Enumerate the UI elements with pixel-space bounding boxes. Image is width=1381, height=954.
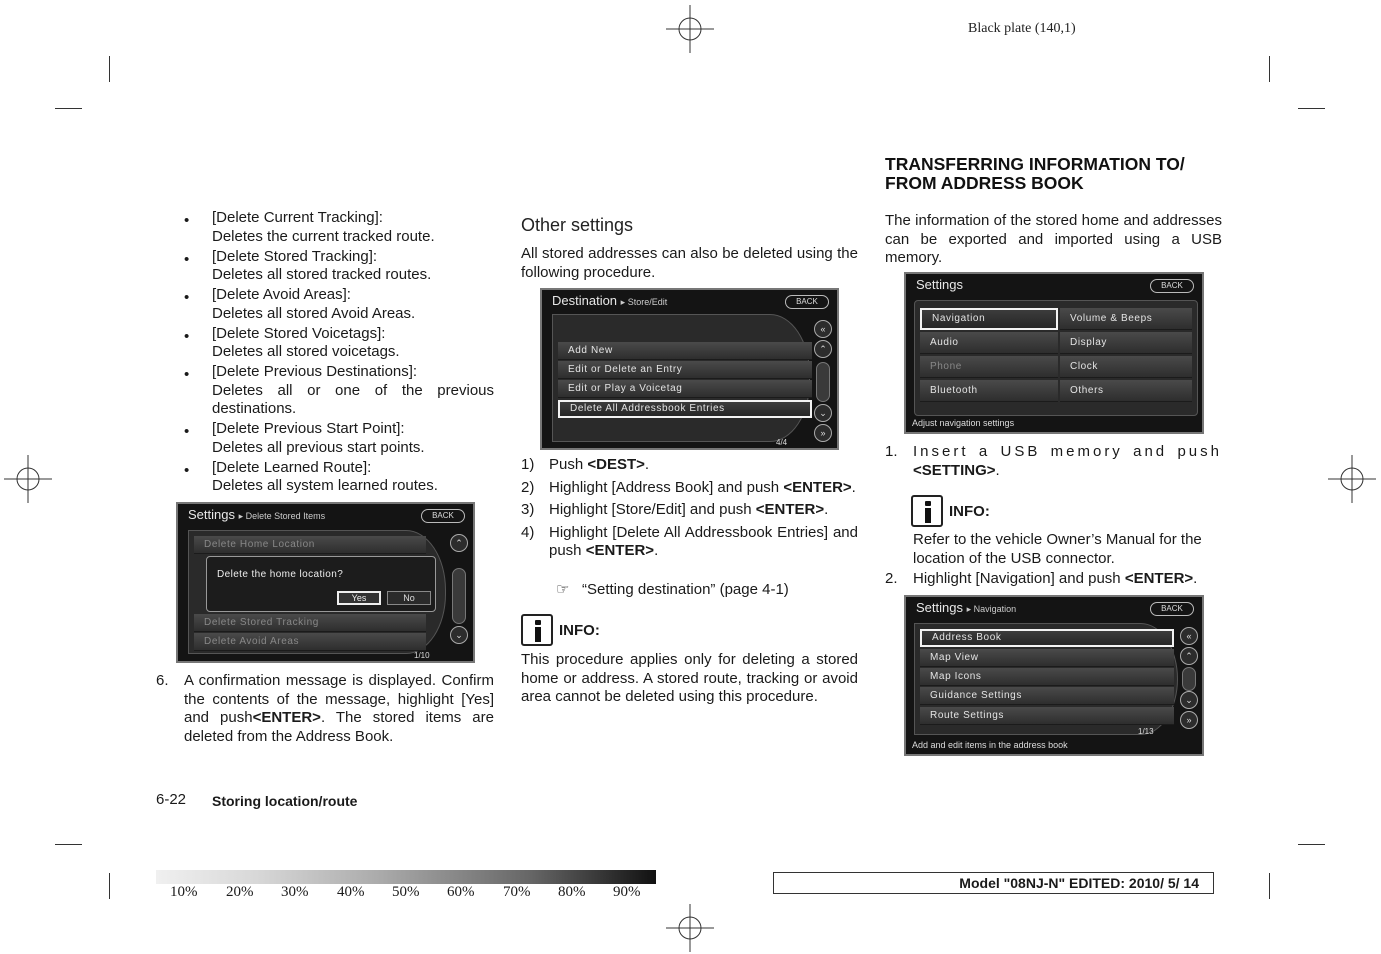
bullet-icon: • xyxy=(184,289,190,306)
crop-mark xyxy=(55,844,82,845)
list-item xyxy=(180,209,494,246)
scale-label: 70% xyxy=(503,884,531,900)
scrollbar[interactable] xyxy=(452,568,466,624)
info-label: INFO: xyxy=(559,621,600,639)
confirm-dialog xyxy=(206,556,436,612)
item-label: [Delete Learned Route]: xyxy=(212,458,372,476)
info-icon xyxy=(911,495,943,527)
menu-item[interactable]: Volume & Beeps xyxy=(1060,308,1192,330)
menu-item[interactable]: Delete Stored Tracking xyxy=(194,614,426,632)
item-desc: Deletes all system learned routes. xyxy=(212,477,438,494)
menu-item[interactable]: Edit or Play a Voicetag xyxy=(558,380,812,398)
crop-mark xyxy=(1298,844,1325,845)
scale-label: 50% xyxy=(392,884,420,900)
crop-mark xyxy=(55,108,82,109)
registration-mark-icon xyxy=(666,5,714,53)
menu-item[interactable]: Map View xyxy=(920,649,1174,667)
bullet-icon: • xyxy=(184,212,190,229)
section-title: Storing location/route xyxy=(212,793,358,809)
step-number: 2. xyxy=(885,570,898,587)
list-item xyxy=(180,248,494,285)
step-item: 2) Highlight [Address Book] and push <ENTER>. xyxy=(521,478,856,496)
menu-item[interactable]: Others xyxy=(1060,380,1192,402)
crop-mark xyxy=(1298,108,1325,109)
item-desc: Deletes all previous start points. xyxy=(212,438,425,456)
menu-item[interactable]: Map Icons xyxy=(920,668,1174,686)
tint-scale-bar xyxy=(156,870,656,884)
menu-item[interactable]: Phone xyxy=(920,356,1058,378)
dialog-message: Delete the home location? xyxy=(217,569,344,580)
screenshot-delete-stored-items xyxy=(176,502,475,663)
crop-mark xyxy=(109,873,110,899)
back-button[interactable]: BACK xyxy=(785,295,829,309)
item-desc: Deletes all or one of the previous destinations. xyxy=(212,381,494,417)
step-text: Highlight [Navigation] and push <ENTER>. xyxy=(913,570,1198,587)
info-text: This procedure applies only for deleting a stored home or address. A stored route, tracking or avoid area cannot be deleted using this procedure. xyxy=(521,651,858,705)
menu-item[interactable]: Display xyxy=(1060,332,1192,354)
list-item xyxy=(180,363,494,419)
step-item: 4) Highlight [Delete All Addressbook Entries] and push <ENTER>. xyxy=(521,523,858,559)
status-bar: Adjust navigation settings xyxy=(912,418,1015,428)
step-2 xyxy=(885,570,1230,589)
menu-item[interactable]: Delete Home Location xyxy=(194,536,426,554)
scale-label: 80% xyxy=(558,884,586,900)
scale-label: 40% xyxy=(337,884,365,900)
scroll-down-icon[interactable]: ⌄ xyxy=(814,404,832,422)
item-desc: Deletes all stored voicetags. xyxy=(212,343,400,360)
no-button[interactable]: No xyxy=(387,591,431,605)
bullet-icon: • xyxy=(184,366,190,383)
list-item xyxy=(180,325,494,362)
menu-item-selected[interactable]: Delete All Addressbook Entries xyxy=(558,400,812,418)
step-number: 6. xyxy=(156,672,169,689)
item-desc: Deletes all stored Avoid Areas. xyxy=(212,304,416,322)
crop-mark xyxy=(1269,56,1270,82)
reference-link[interactable]: “Setting destination” (page 4-1) xyxy=(582,581,789,598)
step-item: 3) Highlight [Store/Edit] and push <ENTER>. xyxy=(521,501,829,518)
scrollbar[interactable] xyxy=(1182,667,1196,691)
reference-hand-icon: ☞ xyxy=(556,581,570,598)
menu-item-selected[interactable]: Navigation xyxy=(920,308,1058,330)
scroll-up-icon[interactable]: ⌃ xyxy=(814,340,832,358)
menu-item[interactable]: Audio xyxy=(920,332,1058,354)
page-number: 6-22 xyxy=(156,791,187,808)
menu-item[interactable]: Route Settings xyxy=(920,707,1174,725)
model-edit-text: Model "08NJ-N" EDITED: 2010/ 5/ 14 xyxy=(959,875,1199,891)
delete-options-list xyxy=(180,209,494,497)
screen-title: Settings ▸ Delete Stored Items xyxy=(188,507,326,522)
registration-mark-icon xyxy=(1328,455,1376,503)
item-label: [Delete Avoid Areas]: xyxy=(212,286,351,303)
procedure-steps xyxy=(521,456,858,565)
page-reference xyxy=(556,581,789,600)
crop-mark xyxy=(1269,873,1270,899)
item-label: [Delete Previous Start Point]: xyxy=(212,420,405,437)
scroll-top-icon[interactable]: « xyxy=(814,320,832,338)
item-label: [Delete Previous Destinations]: xyxy=(212,363,418,380)
scale-label: 10% xyxy=(170,884,198,900)
intro-text: The information of the stored home and addresses can be exported and imported using a USB memory. xyxy=(885,212,1222,266)
item-desc: Deletes all stored tracked routes. xyxy=(212,266,432,283)
menu-item[interactable]: Delete Avoid Areas xyxy=(194,633,426,651)
screen-title: Destination ▸ Store/Edit xyxy=(552,293,668,308)
step-6 xyxy=(156,672,494,746)
scroll-up-icon[interactable]: ⌃ xyxy=(450,534,468,552)
menu-item[interactable]: Guidance Settings xyxy=(920,687,1174,705)
back-button[interactable]: BACK xyxy=(1150,279,1194,293)
item-label: [Delete Stored Voicetags]: xyxy=(212,324,386,342)
step-number: 1. xyxy=(885,443,898,460)
menu-item[interactable]: Edit or Delete an Entry xyxy=(558,361,812,379)
back-button[interactable]: BACK xyxy=(421,509,465,523)
scale-label: 90% xyxy=(613,884,641,900)
info-block xyxy=(521,614,600,646)
registration-mark-icon xyxy=(666,904,714,952)
scale-label: 60% xyxy=(447,884,475,900)
registration-mark-icon xyxy=(4,455,52,503)
scroll-down-icon[interactable]: ⌄ xyxy=(450,626,468,644)
step-1 xyxy=(885,443,1222,480)
scroll-up-icon[interactable]: ⌃ xyxy=(1180,647,1198,665)
menu-item[interactable]: Add New xyxy=(558,342,812,360)
model-edit-box xyxy=(773,872,1214,894)
info-text: Refer to the vehicle Owner’s Manual for the location of the USB connector. xyxy=(913,531,1202,567)
page-indicator: 4/4 xyxy=(776,438,788,447)
back-button[interactable]: BACK xyxy=(1150,602,1194,616)
scale-label: 30% xyxy=(281,884,309,900)
section-heading: TRANSFERRING INFORMATION TO/ FROM ADDRESS BOOK xyxy=(885,154,1185,193)
screen-title: Settings xyxy=(916,277,963,292)
scroll-top-icon[interactable]: « xyxy=(1180,627,1198,645)
step-text: A confirmation message is displayed. Confirm the contents of the message, highlight [Yes] and push<ENTER>. The stored items are deleted from the Address Book. xyxy=(184,672,494,745)
info-icon xyxy=(521,614,553,646)
page-indicator: 1/10 xyxy=(414,651,430,660)
step-text: Insert a USB memory and push <SETTING>. xyxy=(913,443,1222,479)
yes-button[interactable]: Yes xyxy=(337,591,381,605)
menu-item[interactable]: Clock xyxy=(1060,356,1192,378)
menu-item-selected[interactable]: Address Book xyxy=(920,629,1174,647)
info-label: INFO: xyxy=(949,502,990,520)
scrollbar[interactable] xyxy=(816,362,830,402)
bullet-icon: • xyxy=(184,461,190,479)
list-item xyxy=(180,286,494,323)
item-label: [Delete Stored Tracking]: xyxy=(212,247,378,265)
list-item xyxy=(180,420,494,457)
screenshot-settings-navigation xyxy=(904,595,1204,756)
section-subhead: Other settings xyxy=(521,215,634,235)
list-item xyxy=(180,459,494,496)
item-desc: Deletes the current tracked route. xyxy=(212,227,435,245)
crop-mark xyxy=(109,56,110,82)
plate-label: Black plate (140,1) xyxy=(968,21,1076,36)
bullet-icon: • xyxy=(184,327,190,345)
scroll-bottom-icon[interactable]: » xyxy=(1180,711,1198,729)
bullet-icon: • xyxy=(184,423,190,440)
item-label: [Delete Current Tracking]: xyxy=(212,209,383,226)
scale-label: 20% xyxy=(226,884,254,900)
screen-title: Settings ▸ Navigation xyxy=(916,600,1017,615)
screenshot-destination-store-edit xyxy=(540,288,839,450)
bullet-icon: • xyxy=(184,250,190,268)
scroll-down-icon[interactable]: ⌄ xyxy=(1180,691,1198,709)
info-block xyxy=(911,495,990,527)
screenshot-settings-menu xyxy=(904,272,1204,434)
page-indicator: 1/13 xyxy=(1138,727,1154,736)
menu-item[interactable]: Bluetooth xyxy=(920,380,1058,402)
step-item: 1) Push <DEST>. xyxy=(521,456,650,473)
status-bar: Add and edit items in the address book xyxy=(912,740,1068,750)
intro-text: All stored addresses can also be deleted using the following procedure. xyxy=(521,245,858,281)
scroll-bottom-icon[interactable]: » xyxy=(814,424,832,442)
